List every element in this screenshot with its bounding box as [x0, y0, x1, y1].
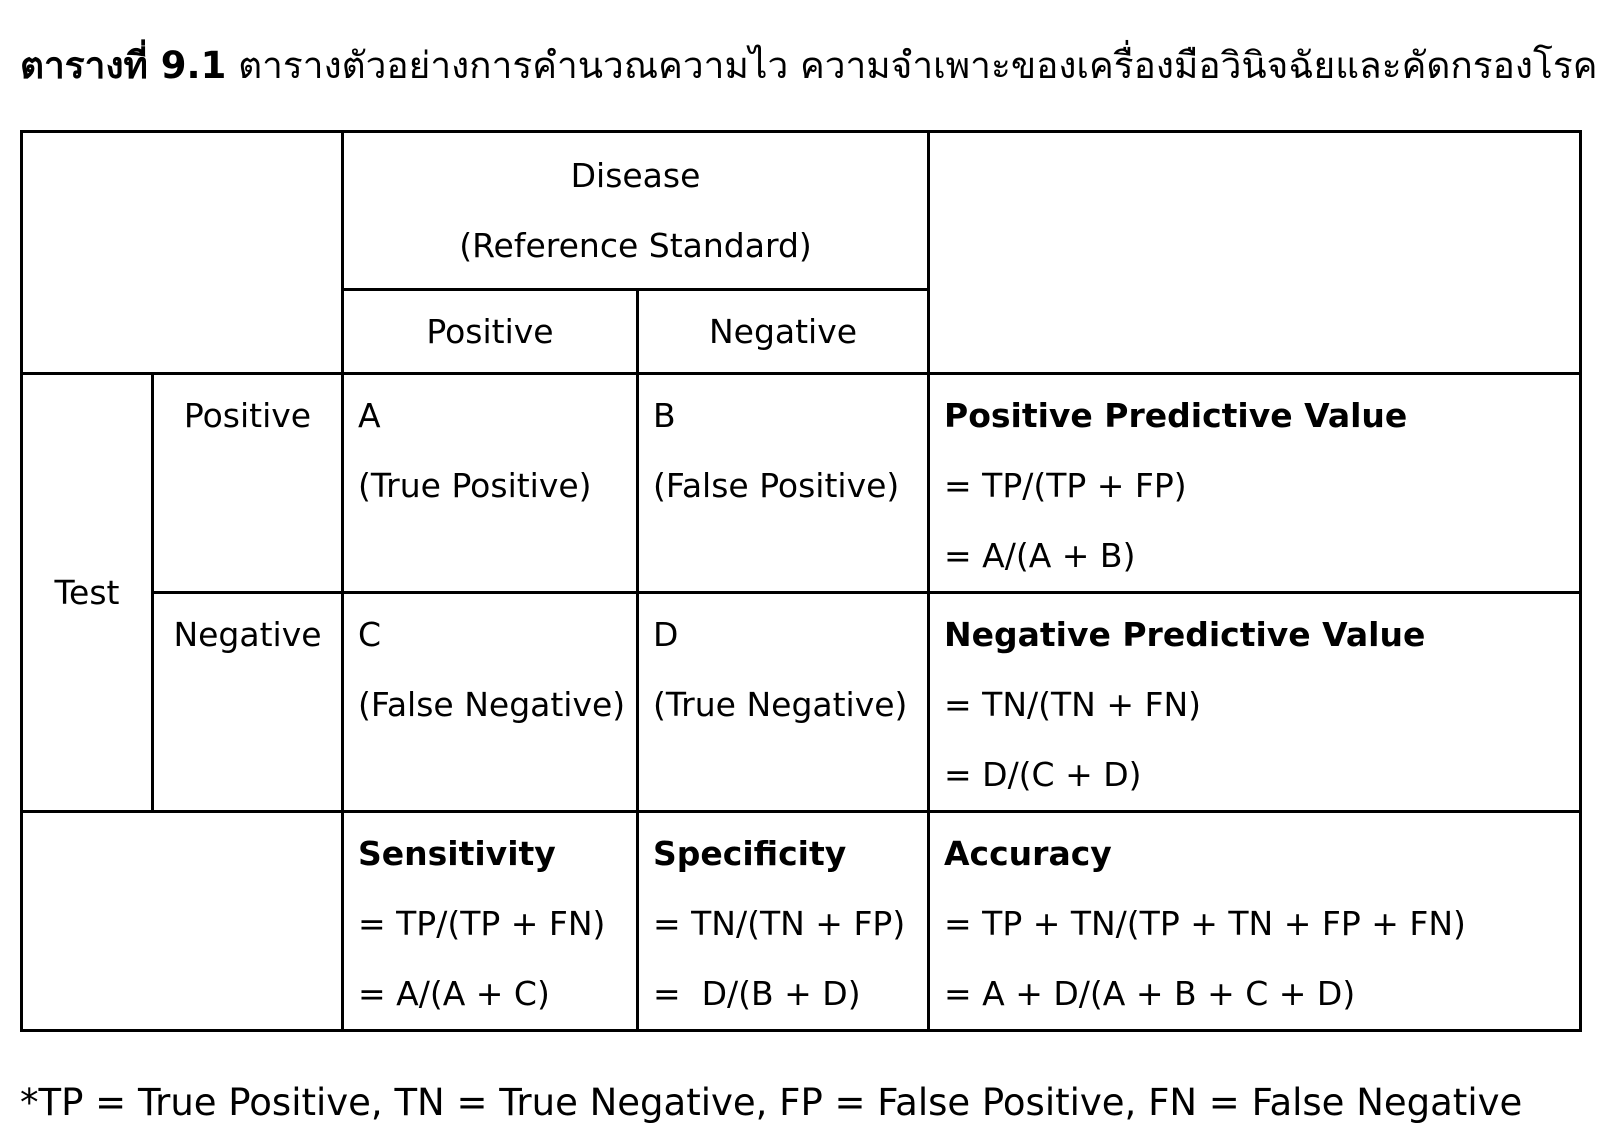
cell-a-letter: A: [358, 396, 381, 435]
ppv-formula2: = A/(A + B): [944, 536, 1136, 575]
disease-header-line1: Disease: [570, 155, 701, 195]
sensitivity-formula1: = TP/(TP + FN): [358, 904, 606, 943]
cell-b-desc: (False Positive): [653, 466, 900, 505]
ppv-title: Positive Predictive Value: [944, 396, 1408, 435]
specificity-cell: [638, 812, 929, 1031]
cell-b-letter: B: [653, 396, 676, 435]
col-positive-header: Positive: [343, 290, 638, 374]
cell-b: [638, 374, 929, 593]
test-negative-row: [22, 593, 1581, 812]
col-negative-header: Negative: [638, 290, 929, 374]
empty-header-right-cell: [929, 132, 1581, 374]
npv-formula2: = D/(C + D): [944, 755, 1142, 794]
metrics-row: [22, 812, 1581, 1031]
cell-a-desc: (True Positive): [358, 466, 592, 505]
accuracy-cell: [929, 812, 1581, 1031]
test-row-group-label: Test: [22, 374, 153, 812]
cell-c: [343, 593, 638, 812]
header-row-1: [22, 132, 1581, 290]
row-negative-label: Negative: [153, 593, 343, 812]
footnote: *TP = True Positive, TN = True Negative, FP = False Positive, FN = False Negative: [20, 1081, 1523, 1124]
ppv-formula1: = TP/(TP + FP): [944, 466, 1187, 505]
diagnostic-test-table: [20, 130, 1582, 1032]
sensitivity-formula2: = A/(A + C): [358, 974, 550, 1013]
specificity-title: Specificity: [653, 834, 847, 873]
cell-c-desc: (False Negative): [358, 685, 626, 724]
empty-corner-cell: [22, 132, 343, 374]
cell-c-letter: C: [358, 615, 382, 654]
specificity-formula2: = D/(B + D): [653, 974, 861, 1013]
cell-a: [343, 374, 638, 593]
npv-formula1: = TN/(TN + FN): [944, 685, 1202, 724]
disease-header-line2: (Reference Standard): [459, 225, 812, 265]
accuracy-title: Accuracy: [944, 834, 1112, 873]
cell-d-letter: D: [653, 615, 679, 654]
disease-header: [343, 132, 929, 290]
test-positive-row: [22, 374, 1581, 593]
ppv-cell: [929, 374, 1581, 593]
caption-label: ตารางที่ 9.1: [20, 44, 227, 87]
accuracy-formula1: = TP + TN/(TP + TN + FP + FN): [944, 904, 1466, 943]
specificity-formula1: = TN/(TN + FP): [653, 904, 906, 943]
npv-title: Negative Predictive Value: [944, 615, 1426, 654]
row-positive-label: Positive: [153, 374, 343, 593]
sensitivity-title: Sensitivity: [358, 834, 556, 873]
sensitivity-cell: [343, 812, 638, 1031]
npv-cell: [929, 593, 1581, 812]
cell-d: [638, 593, 929, 812]
empty-metrics-left-cell: [22, 812, 343, 1031]
accuracy-formula2: = A + D/(A + B + C + D): [944, 974, 1356, 1013]
table-caption: [20, 36, 1598, 96]
cell-d-desc: (True Negative): [653, 685, 908, 724]
caption-text: ตารางตัวอย่างการคำนวณความไว ความจำเพาะของเครื่องมือวินิจฉัยและคัดกรองโรค: [238, 44, 1598, 87]
